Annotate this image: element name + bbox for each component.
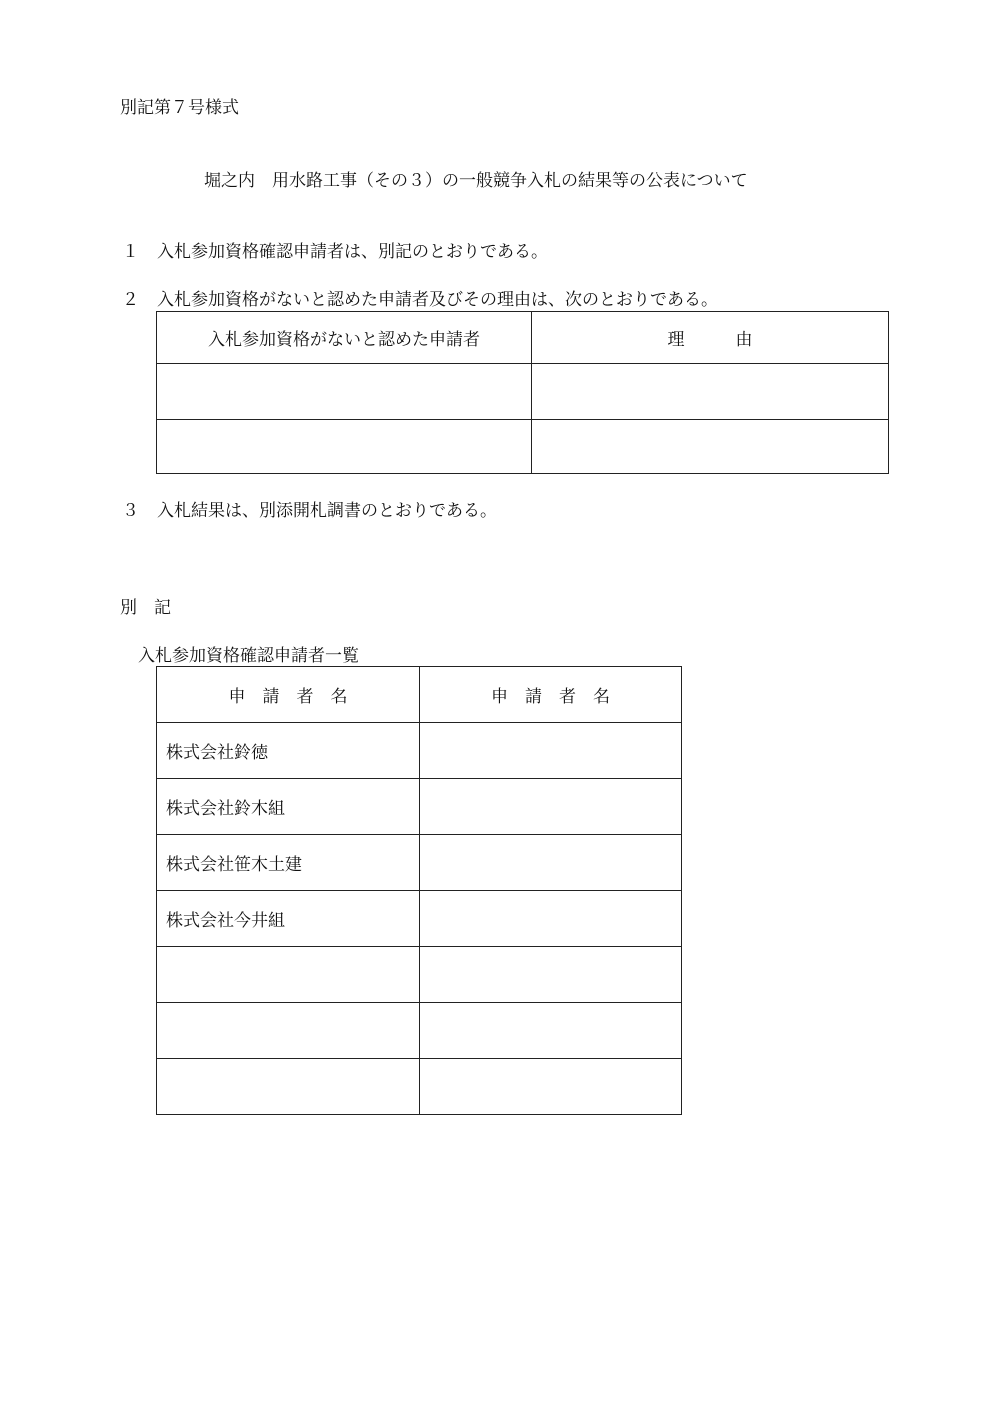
applicant-cell xyxy=(157,420,532,474)
document-title: 堀之内 用水路工事（その３）の一般競争入札の結果等の公表について xyxy=(204,171,748,191)
applicant-name-cell xyxy=(420,891,682,947)
applicant-name-cell xyxy=(420,723,682,779)
applicant-name-cell xyxy=(157,1059,420,1115)
applicant-name-cell xyxy=(420,1059,682,1115)
table-row xyxy=(157,1059,682,1115)
section-1-number: １ xyxy=(122,242,139,262)
section-3-text: 入札結果は、別添開札調書のとおりである。 xyxy=(157,501,497,521)
table-row xyxy=(157,1003,682,1059)
applicant-list-caption: 入札参加資格確認申請者一覧 xyxy=(138,646,359,666)
reason-header: 理 由 xyxy=(532,312,889,364)
table-row xyxy=(157,891,682,947)
applicant-name-cell xyxy=(420,835,682,891)
applicant-name-cell xyxy=(157,1003,420,1059)
table-header-row xyxy=(157,667,682,723)
section-2-number: ２ xyxy=(122,290,139,310)
reason-cell xyxy=(532,364,889,420)
applicant-name-cell: 株式会社鈴徳 xyxy=(157,723,420,779)
applicant-name-cell: 株式会社今井組 xyxy=(157,891,420,947)
applicant-name-cell xyxy=(420,779,682,835)
applicant-cell xyxy=(157,364,532,420)
table-row xyxy=(157,420,889,474)
section-3-number: ３ xyxy=(122,501,139,521)
table-row xyxy=(157,947,682,1003)
section-2-text: 入札参加資格がないと認めた申請者及びその理由は、次のとおりである。 xyxy=(157,290,718,310)
applicant-name-cell: 株式会社笹木土建 xyxy=(157,835,420,891)
applicant-name-cell xyxy=(157,947,420,1003)
section-1-text: 入札参加資格確認申請者は、別記のとおりである。 xyxy=(157,242,548,262)
applicant-list-table xyxy=(156,666,682,1115)
disqualified-applicants-table xyxy=(156,311,889,474)
table-row xyxy=(157,835,682,891)
applicant-name-cell xyxy=(420,947,682,1003)
reason-cell xyxy=(532,420,889,474)
applicant-name-header: 申 請 者 名 xyxy=(157,667,420,723)
table-row xyxy=(157,364,889,420)
applicant-name-header: 申 請 者 名 xyxy=(420,667,682,723)
appendix-label: 別 記 xyxy=(120,598,171,618)
applicant-name-cell xyxy=(420,1003,682,1059)
applicant-name-cell: 株式会社鈴木組 xyxy=(157,779,420,835)
table-row xyxy=(157,779,682,835)
table-header-row xyxy=(157,312,889,364)
table-row xyxy=(157,723,682,779)
applicant-header: 入札参加資格がないと認めた申請者 xyxy=(157,312,532,364)
form-label: 別記第７号様式 xyxy=(120,98,239,118)
